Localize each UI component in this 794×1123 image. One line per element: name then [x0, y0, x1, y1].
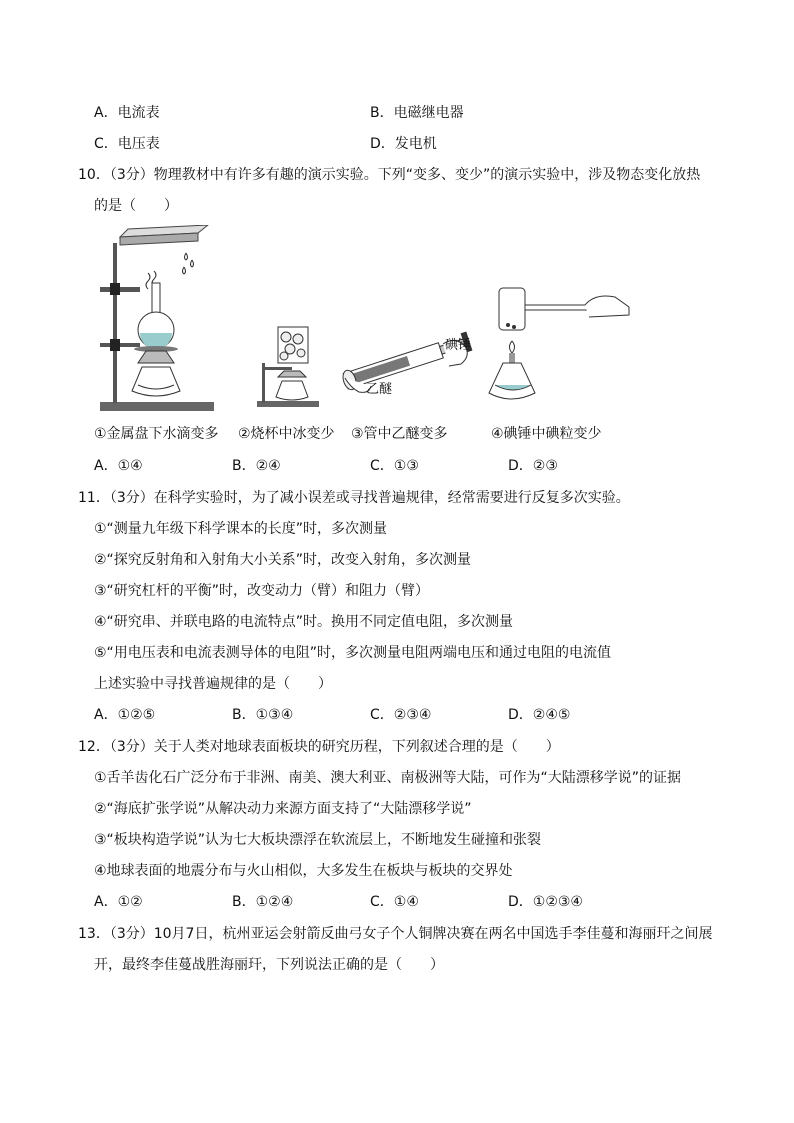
q9-option-b: B．电磁继电器: [370, 105, 464, 121]
label-ether: 乙醚: [366, 382, 393, 397]
q10-option-d: D．②③: [508, 458, 558, 474]
q10-stem-line2: 的是（ ）: [94, 198, 178, 214]
q12-item-4: ④地球表面的地震分布与火山相似，大多发生在板块与板块的交界处: [94, 863, 513, 879]
q11-item-3: ③“研究杠杆的平衡”时，改变动力（臂）和阻力（臂）: [94, 583, 430, 599]
q12-option-b: B．①②④: [232, 894, 294, 910]
q11-item-1: ①“测量九年级下科学课本的长度”时，多次测量: [94, 521, 388, 537]
q11-stem: 11．（3分）在科学实验时，为了减小误差或寻找普遍规律，经常需要进行反复多次实验。: [78, 490, 630, 506]
q11-option-d: D．②④⑤: [508, 707, 571, 723]
q9-option-c: C．电压表: [94, 136, 160, 152]
q12-item-1: ①舌羊齿化石广泛分布于非洲、南美、澳大利亚、南极洲等大陆，可作为“大陆漂移学说”的证据: [94, 770, 682, 786]
caption-2: ②烧杯中冰变少: [238, 426, 335, 442]
q11-item-2: ②“探究反射角和入射角大小关系”时，改变入射角，多次测量: [94, 552, 472, 568]
caption-4: ④碘锤中碘粒变少: [491, 426, 602, 442]
caption-3: ③管中乙醚变多: [351, 426, 448, 442]
figure-metal-tray-water-drops: [98, 225, 218, 415]
q12-stem: 12．（3分）关于人类对地球表面板块的研究历程，下列叙述合理的是（ ）: [78, 739, 560, 755]
q11-item-5: ⑤“用电压表和电流表测导体的电阻”时，多次测量电阻两端电压和通过电阻的电流值: [94, 645, 612, 661]
q11-item-4: ④“研究串、并联电路的电流特点”时。换用不同定值电阻，多次测量: [94, 614, 514, 630]
q11-option-a: A．①②⑤: [94, 707, 156, 723]
figure-iodine-hammer: [485, 285, 635, 413]
q10-option-c: C．①③: [370, 458, 419, 474]
q12-item-2: ②“海底扩张学说”从解决动力来源方面支持了“大陆漂移学说”: [94, 801, 472, 817]
q11-question: 上述实验中寻找普遍规律的是（ ）: [94, 676, 332, 692]
label-iodine-hammer: 碘锤: [445, 338, 472, 353]
figure-beaker-ice: [254, 325, 329, 410]
q11-option-b: B．①③④: [232, 707, 294, 723]
q13-stem-line1: 13．（3分）10月7日，杭州亚运会射箭反曲弓女子个人铜牌决赛在两名中国选手李佳蔓和海丽玕之间展: [78, 926, 713, 942]
q9-option-a: A．电流表: [94, 105, 160, 121]
caption-1: ①金属盘下水滴变多: [94, 426, 219, 442]
q9-option-d: D．发电机: [370, 136, 437, 152]
q12-item-3: ③“板块构造学说”认为七大板块漂浮在软流层上，不断地发生碰撞和张裂: [94, 832, 542, 848]
q12-option-d: D．①②③④: [508, 894, 583, 910]
q12-option-c: C．①④: [370, 894, 419, 910]
q10-option-b: B．②④: [232, 458, 281, 474]
q13-stem-line2: 开，最终李佳蔓战胜海丽玕，下列说法正确的是（ ）: [94, 957, 444, 973]
figure-syringe-ether: [335, 318, 485, 408]
q11-option-c: C．②③④: [370, 707, 432, 723]
q10-stem-line1: 10．（3分）物理教材中有许多有趣的演示实验。下列“变多、变少”的演示实验中，涉及物态变化放热: [78, 167, 701, 183]
q10-option-a: A．①④: [94, 458, 143, 474]
q12-option-a: A．①②: [94, 894, 143, 910]
